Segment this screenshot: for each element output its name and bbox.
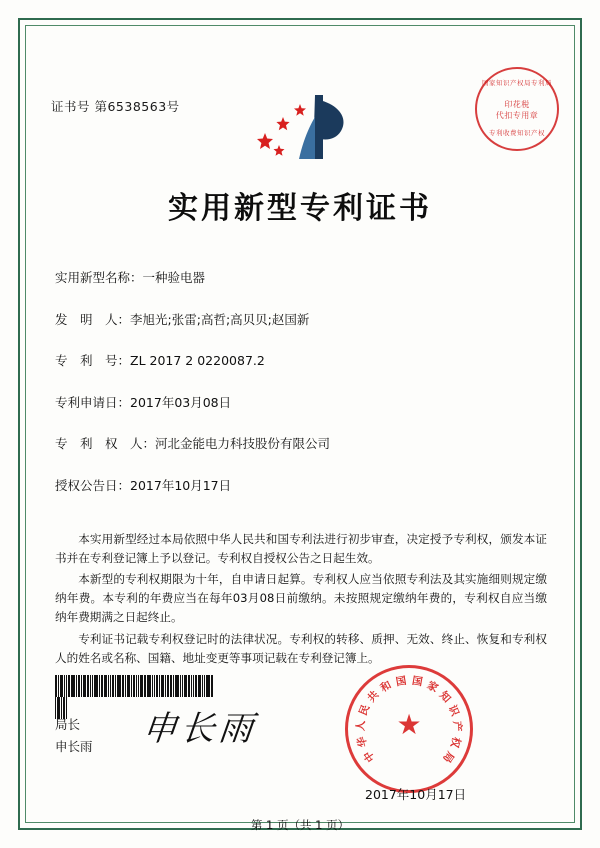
tax-seal-line3: 代扣专用章 — [495, 111, 539, 120]
page-title: 实用新型专利证书 — [168, 191, 432, 226]
field-grant-announcement-date — [55, 476, 231, 494]
field-label: 发 明 人： — [55, 312, 131, 327]
barcode — [55, 675, 215, 697]
certificate-content — [25, 25, 575, 832]
tax-seal-line2: 印花税 — [504, 100, 530, 109]
field-value: 李旭光;张雷;高哲;高贝贝;赵国新 — [130, 312, 310, 327]
field-value: 2017年03月08日 — [130, 395, 232, 410]
field-label: 专 利 权 人： — [55, 436, 156, 451]
field-patentee — [55, 434, 330, 452]
signature-title-label: 局长 — [55, 717, 81, 732]
field-label: 授权公告日： — [55, 478, 131, 493]
tax-stamp-seal — [475, 67, 559, 151]
patent-office-logo-icon — [253, 87, 373, 165]
field-utility-model-name — [55, 268, 205, 286]
body-paragraph-1: 本实用新型经过本局依照中华人民共和国专利法进行初步审查，决定授予专利权，颁发本证书并在专利登记簿上予以登记。专利权自授权公告之日起生效。 — [55, 532, 547, 565]
field-value: 一种验电器 — [142, 270, 206, 285]
handwritten-signature: 申长雨 — [140, 709, 259, 749]
field-inventors — [55, 310, 309, 328]
field-value: 2017年10月17日 — [130, 478, 232, 493]
field-patent-number — [55, 351, 265, 369]
tax-seal-line1: 国家知识产权局专利局 — [482, 79, 552, 87]
field-label: 实用新型名称： — [55, 270, 143, 285]
field-label: 专 利 号： — [55, 353, 131, 368]
certificate-number: 证书号 第6538563号 — [51, 99, 180, 114]
seal-date: 2017年10月17日 — [365, 787, 467, 802]
field-application-date — [55, 393, 231, 411]
field-label: 专利申请日： — [55, 395, 131, 410]
field-value: 河北金能电力科技股份有限公司 — [155, 436, 331, 451]
star-icon: ★ — [396, 708, 422, 741]
tax-seal-line4: 专利收费知识产权 — [489, 129, 545, 137]
body-paragraph-2: 本新型的专利权期限为十年，自申请日起算。专利权人应当依照专利法及其实施细则规定缴纳年费。本专利的年费应当在每年03月08日前缴纳。未按照规定缴纳年费的，专利权自应当缴纳年费期满之日起终止。 — [55, 572, 547, 624]
seal-arc-text: 中 华 人 民 共 和 国 国 家 知 识 产 权 局 — [354, 674, 464, 765]
body-paragraph-3: 专利证书记载专利权登记时的法律状况。专利权的转移、质押、无效、终止、恢复和专利权人的姓名或名称、国籍、地址变更等事项记载在专利登记簿上。 — [55, 632, 547, 665]
field-value: ZL 2017 2 0220087.2 — [130, 353, 265, 368]
signature-name-label: 申长雨 — [55, 739, 93, 754]
national-ipo-seal — [345, 665, 473, 793]
page-footer: 第 1 页（共 1 页） — [250, 818, 350, 832]
